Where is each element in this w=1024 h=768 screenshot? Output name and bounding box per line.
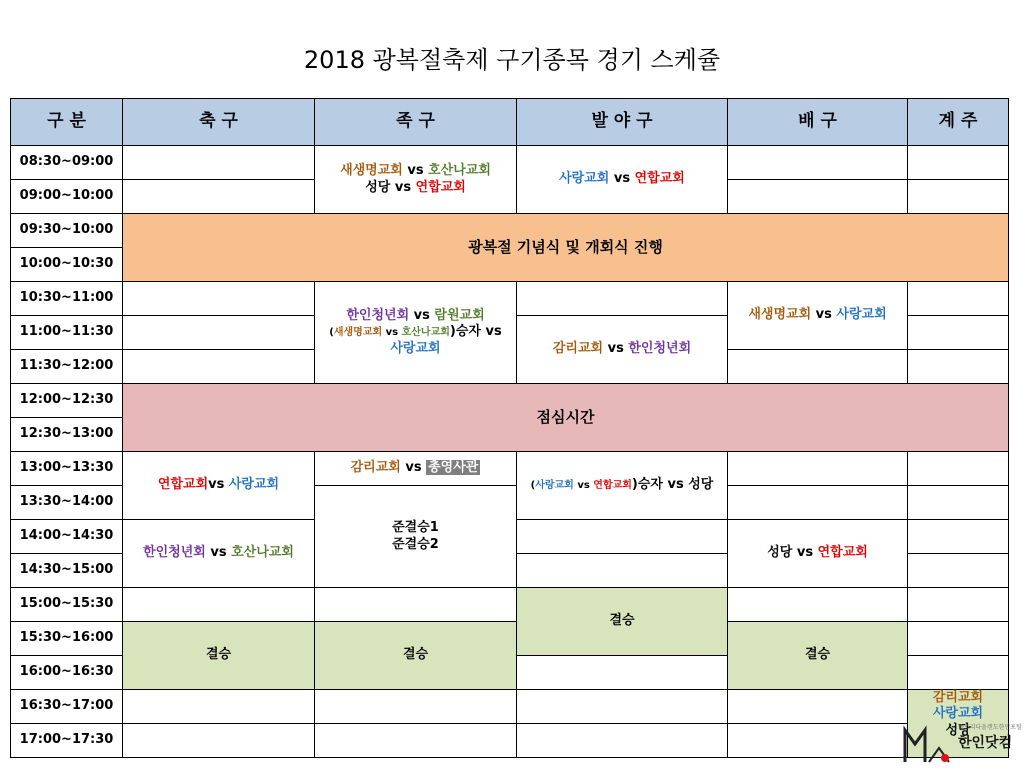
table-row: [11, 452, 1009, 486]
time-cell: 14:00~14:30: [11, 520, 123, 554]
volleyball-final: 결승: [728, 622, 908, 690]
relay-teams: 감리교회 사랑교회 성당: [908, 690, 1009, 758]
time-cell: 17:00~17:30: [11, 724, 123, 758]
kickball-match-3: (사랑교회 vs 연합교회)승자 vs 성당: [517, 452, 728, 520]
header-relay: 계 주: [908, 99, 1009, 146]
kickball-cell: [517, 520, 728, 554]
table-row: [11, 146, 1009, 180]
lunch-banner: 점심시간: [123, 384, 1009, 452]
volleyball-cell: [728, 350, 908, 384]
soccer-cell: [123, 690, 315, 724]
time-cell: 10:00~10:30: [11, 248, 123, 282]
relay-cell: [908, 180, 1009, 214]
kickball-match-1: 사랑교회 vs 연합교회: [517, 146, 728, 214]
volleyball-cell: [728, 724, 908, 758]
kickball-cell: [517, 724, 728, 758]
schedule-table: [10, 98, 1009, 758]
page-title: 2018 광복절축제 구기종목 경기 스케쥴: [303, 46, 721, 74]
volleyball-cell: [728, 452, 908, 486]
relay-cell: [908, 282, 1009, 316]
jokgu-match-3: 감리교회 vs 총영사관: [315, 452, 517, 486]
soccer-cell: [123, 146, 315, 180]
jokgu-final: 결승: [315, 622, 517, 690]
kickball-match-2: 감리교회 vs 한인청년회: [517, 316, 728, 384]
volleyball-cell: [728, 690, 908, 724]
jokgu-cell: [315, 690, 517, 724]
volleyball-cell: [728, 486, 908, 520]
soccer-match-2: 한인청년회 vs 호산나교회: [123, 520, 315, 588]
time-cell: 11:00~11:30: [11, 316, 123, 350]
soccer-final: 결승: [123, 622, 315, 690]
jokgu-cell: [315, 724, 517, 758]
table-row: [11, 384, 1009, 418]
time-cell: 13:30~14:00: [11, 486, 123, 520]
table-row: [11, 282, 1009, 316]
kickball-cell: [517, 282, 728, 316]
time-cell: 10:30~11:00: [11, 282, 123, 316]
relay-cell: [908, 486, 1009, 520]
relay-cell: [908, 146, 1009, 180]
table-row: [11, 724, 1009, 758]
time-cell: 09:00~10:00: [11, 180, 123, 214]
table-row: [11, 588, 1009, 622]
header-row: [11, 99, 1009, 146]
header-jokgu: 족 구: [315, 99, 517, 146]
soccer-cell: [123, 724, 315, 758]
table-row: [11, 622, 1009, 656]
time-cell: 12:30~13:00: [11, 418, 123, 452]
time-cell: 13:00~13:30: [11, 452, 123, 486]
jokgu-semifinals: 준결승1 준결승2: [315, 486, 517, 588]
ceremony-banner: 광복절 기념식 및 개회식 진행: [123, 214, 1009, 282]
time-cell: 09:30~10:00: [11, 214, 123, 248]
logo-subtitle: 플로리다올랜도한인포털: [958, 724, 1022, 731]
relay-cell: [908, 554, 1009, 588]
header-kickball: 발 야 구: [517, 99, 728, 146]
relay-cell: [908, 622, 1009, 656]
jokgu-match-2: 한인청년회 vs 람원교회 (새생명교회 vs 호산나교회)승자 vs 사랑교회: [315, 282, 517, 384]
time-cell: 16:30~17:00: [11, 690, 123, 724]
volleyball-match-1: 새생명교회 vs 사랑교회: [728, 282, 908, 350]
kickball-cell: [517, 656, 728, 690]
kickball-cell: [517, 554, 728, 588]
soccer-cell: [123, 588, 315, 622]
soccer-cell: [123, 180, 315, 214]
table-row: [11, 214, 1009, 248]
table-row: [11, 690, 1009, 724]
volleyball-cell: [728, 588, 908, 622]
soccer-match-1: 연합교회vs 사랑교회: [123, 452, 315, 520]
kickball-cell: [517, 690, 728, 724]
time-cell: 12:00~12:30: [11, 384, 123, 418]
time-cell: 11:30~12:00: [11, 350, 123, 384]
volleyball-cell: [728, 180, 908, 214]
header-volleyball: 배 구: [728, 99, 908, 146]
time-cell: 16:00~16:30: [11, 656, 123, 690]
relay-cell: [908, 350, 1009, 384]
jokgu-match-1: 새생명교회 vs 호산나교회 성당 vs 연합교회: [315, 146, 517, 214]
soccer-cell: [123, 282, 315, 316]
time-cell: 15:30~16:00: [11, 622, 123, 656]
header-soccer: 축 구: [123, 99, 315, 146]
header-category: 구 분: [11, 99, 123, 146]
relay-cell: [908, 588, 1009, 622]
logo-name: 한인닷컴: [958, 735, 1013, 751]
kickball-final: 결승: [517, 588, 728, 656]
relay-cell: [908, 656, 1009, 690]
volleyball-cell: [728, 146, 908, 180]
relay-cell: [908, 520, 1009, 554]
relay-cell: [908, 316, 1009, 350]
time-cell: 15:00~15:30: [11, 588, 123, 622]
relay-cell: [908, 452, 1009, 486]
volleyball-match-2: 성당 vs 연합교회: [728, 520, 908, 588]
time-cell: 14:30~15:00: [11, 554, 123, 588]
soccer-cell: [123, 350, 315, 384]
jokgu-cell: [315, 588, 517, 622]
time-cell: 08:30~09:00: [11, 146, 123, 180]
soccer-cell: [123, 316, 315, 350]
